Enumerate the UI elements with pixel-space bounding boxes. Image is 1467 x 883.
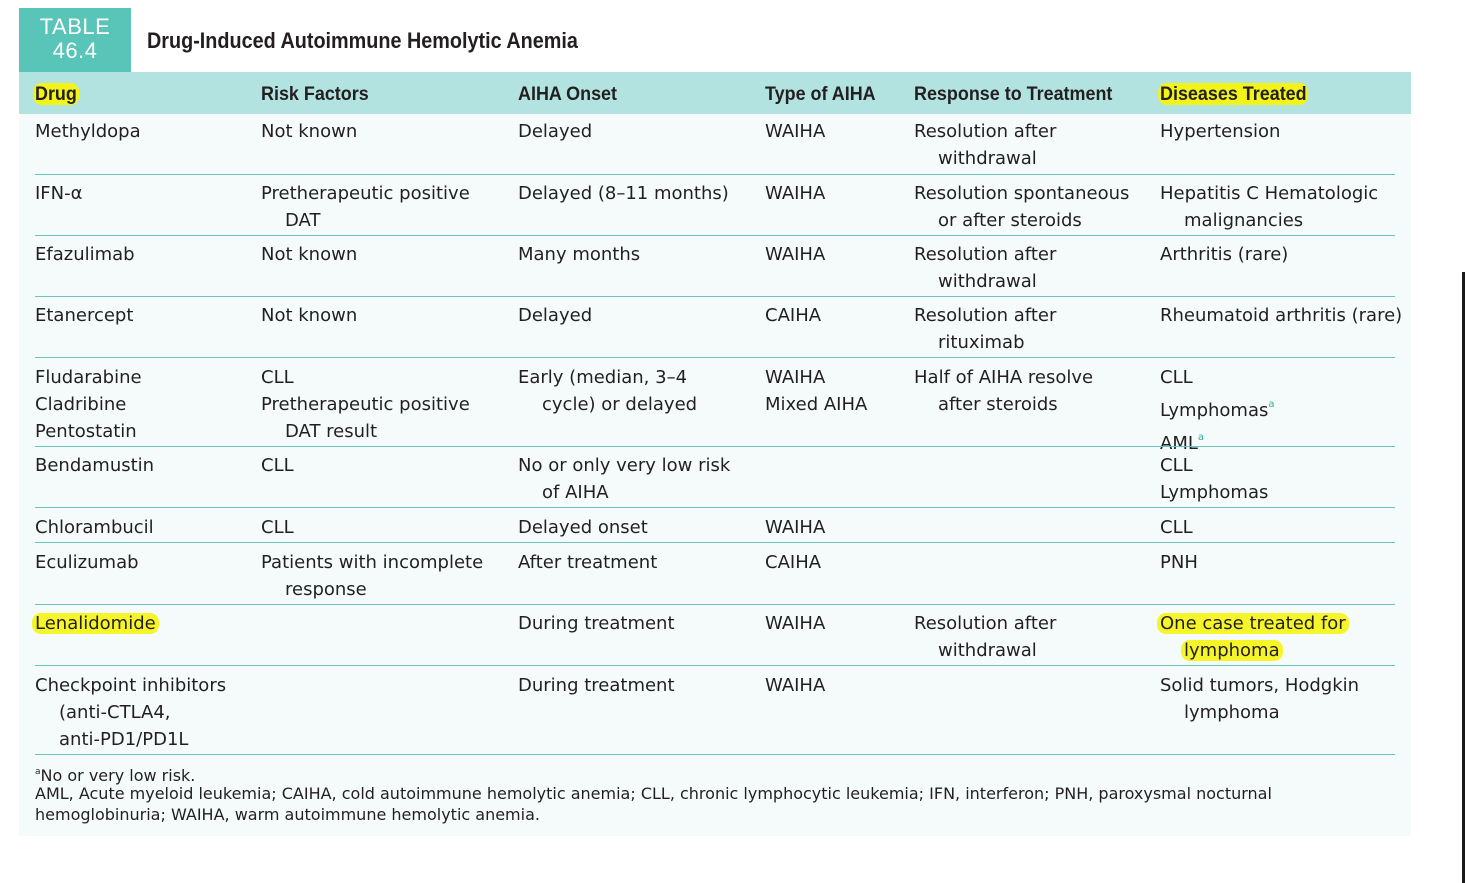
footnote-a: $^a$No or very low risk. [35, 766, 196, 785]
cell-drug: Bendamustin [35, 455, 155, 476]
row-divider [35, 542, 1395, 543]
header-diseases-treated: Diseases Treated [1160, 83, 1307, 105]
cell-drug: IFN-α [35, 183, 83, 204]
footnote-marker: a [1268, 399, 1275, 410]
cell-response: Half of AIHA resolve after steroids [914, 367, 1094, 415]
row-divider [35, 174, 1395, 175]
scrollbar[interactable] [1462, 272, 1465, 883]
cell-onset: Many months [518, 244, 641, 265]
cell-drug: Etanercept [35, 305, 134, 326]
cell-type: WAIHA [765, 121, 826, 142]
header-drug: Drug [35, 83, 77, 105]
cell-drug: Methyldopa [35, 121, 141, 142]
cell-response: Resolution after withdrawal [914, 121, 1057, 169]
cell-diseases: CLL Lymphomas [1160, 455, 1269, 503]
cell-risk: CLL Pretherapeutic positive DAT result [261, 367, 470, 442]
cell-drug: Fludarabine Cladribine Pentostatin [35, 367, 142, 442]
cell-diseases: Hypertension [1160, 121, 1281, 142]
cell-onset: Delayed [518, 305, 593, 326]
row-divider [35, 446, 1395, 447]
cell-risk: CLL [261, 517, 294, 538]
cell-onset: Delayed [518, 121, 593, 142]
cell-risk: Patients with incomplete response [261, 552, 484, 600]
cell-risk: Not known [261, 244, 358, 265]
cell-drug: Checkpoint inhibitors (anti-CTLA4, anti-PD1/PD1L [35, 675, 227, 750]
cell-diseases: PNH [1160, 552, 1198, 573]
cell-drug: Chlorambucil [35, 517, 154, 538]
row-divider [35, 357, 1395, 358]
cell-onset: After treatment [518, 552, 658, 573]
cell-diseases: Hepatitis C Hematologic malignancies [1160, 183, 1379, 231]
cell-drug: Efazulimab [35, 244, 135, 265]
cell-type: WAIHA Mixed AIHA [765, 367, 868, 415]
cell-diseases: CLL [1160, 517, 1193, 538]
cell-risk: Not known [261, 305, 358, 326]
row-divider [35, 507, 1395, 508]
header-type-of-aiha: Type of AIHA [765, 83, 876, 105]
cell-onset: No or only very low risk of AIHA [518, 455, 731, 503]
cell-type: CAIHA [765, 305, 822, 326]
cell-diseases: Rheumatoid arthritis (rare) [1160, 305, 1403, 326]
cell-drug: Lenalidomide [35, 610, 159, 637]
footnote-abbreviations-2: hemoglobinuria; WAIHA, warm autoimmune hemolytic anemia. [35, 805, 540, 824]
cell-type: WAIHA [765, 613, 826, 634]
cell-onset: During treatment [518, 613, 675, 634]
cell-drug: Eculizumab [35, 552, 139, 573]
header-response: Response to Treatment [914, 83, 1113, 105]
row-divider [35, 754, 1395, 755]
cell-risk: Not known [261, 121, 358, 142]
table-title: Drug-Induced Autoimmune Hemolytic Anemia [147, 28, 578, 53]
row-divider [35, 296, 1395, 297]
cell-risk: Pretherapeutic positive DAT [261, 183, 470, 231]
header-aiha-onset: AIHA Onset [518, 83, 618, 105]
cell-type: WAIHA [765, 183, 826, 204]
row-divider [35, 665, 1395, 666]
cell-response: Resolution after withdrawal [914, 244, 1057, 292]
cell-onset: Delayed onset [518, 517, 648, 538]
row-divider [35, 604, 1395, 605]
table-label: TABLE [39, 14, 111, 39]
cell-onset: During treatment [518, 675, 675, 696]
header-risk-factors: Risk Factors [261, 83, 369, 105]
cell-diseases: CLL Lymphomas$^a$ AML$^a$ [1160, 367, 1275, 454]
table-number-badge [19, 8, 131, 72]
cell-type: CAIHA [765, 552, 822, 573]
footnote-abbreviations-1: AML, Acute myeloid leukemia; CAIHA, cold autoimmune hemolytic anemia; CLL, chronic lymphocytic leukemia; IFN, interferon; PNH, paroxysmal nocturnal [35, 784, 1272, 803]
cell-diseases: One case treated for lymphoma [1160, 610, 1349, 664]
footnote-marker: a [1197, 432, 1205, 443]
cell-risk: CLL [261, 455, 294, 476]
cell-onset: Delayed (8–11 months) [518, 183, 729, 204]
cell-response: Resolution after withdrawal [914, 613, 1057, 661]
cell-type: WAIHA [765, 675, 826, 696]
cell-diseases: Arthritis (rare) [1160, 244, 1289, 265]
cell-response: Resolution spontaneous or after steroids [914, 183, 1130, 231]
cell-type: WAIHA [765, 517, 826, 538]
table-number: 46.4 [52, 38, 98, 63]
cell-diseases: Solid tumors, Hodgkin lymphoma [1160, 675, 1360, 723]
cell-response: Resolution after rituximab [914, 305, 1057, 353]
cell-onset: Early (median, 3–4 cycle) or delayed [518, 367, 698, 415]
cell-type: WAIHA [765, 244, 826, 265]
row-divider [35, 235, 1395, 236]
